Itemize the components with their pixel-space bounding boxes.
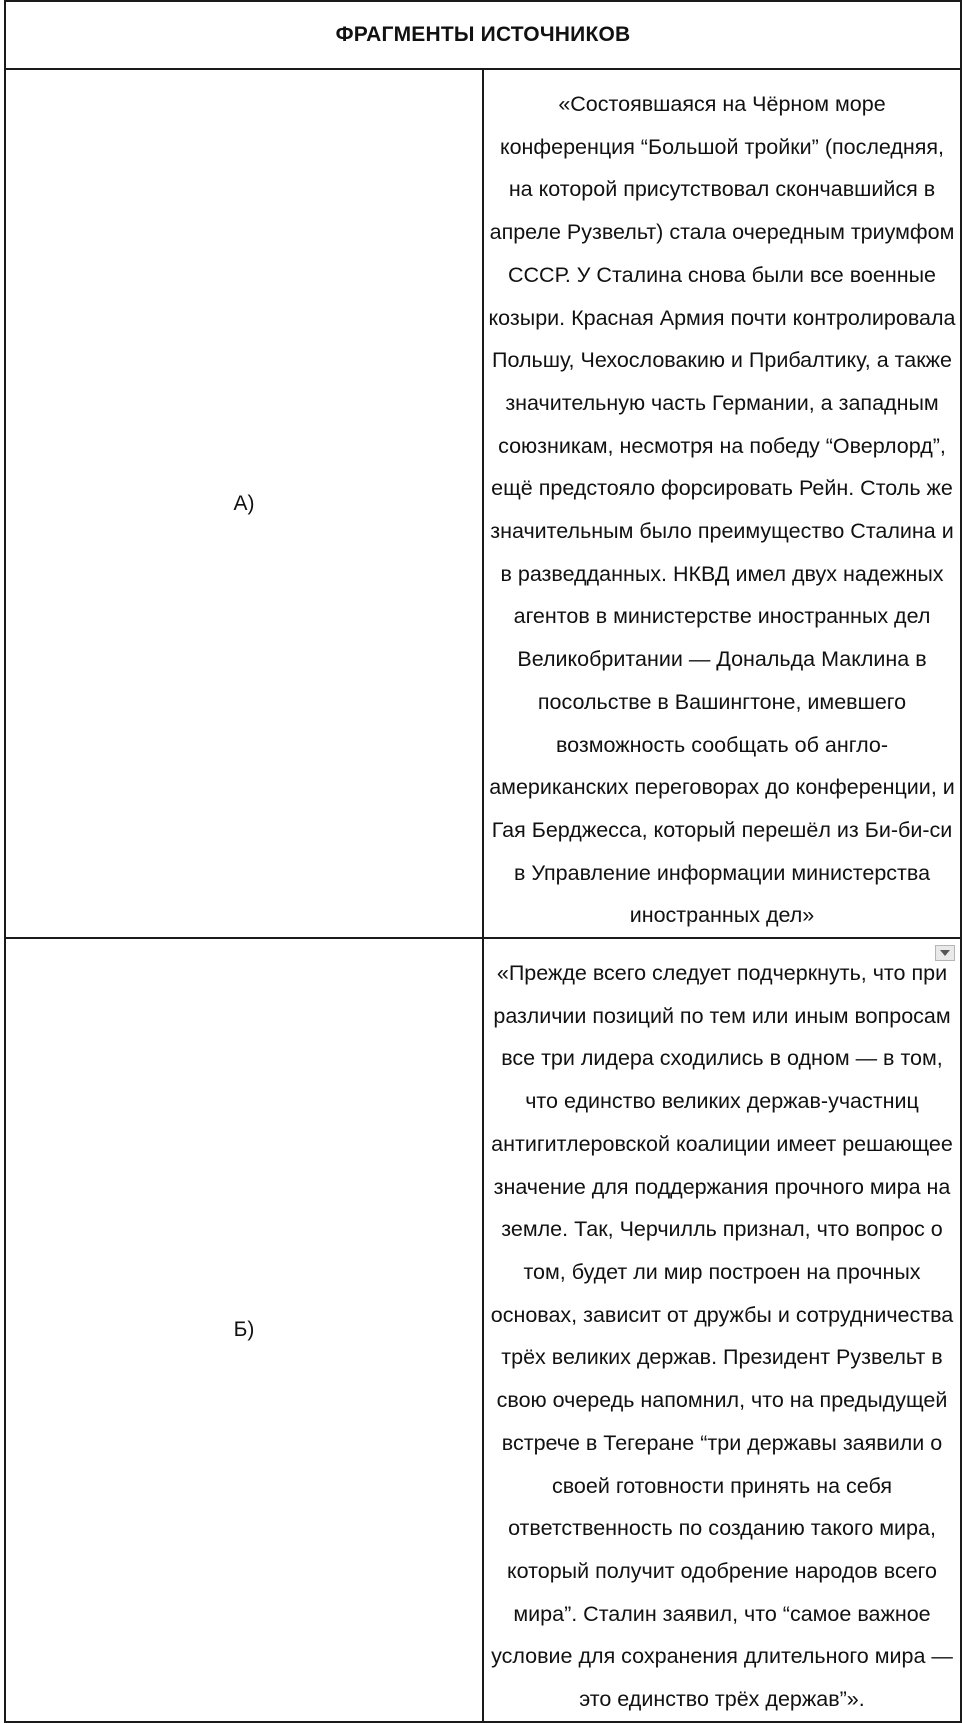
source-quote-a: «Состоявшаяся на Чёрном море конференция “Большой тройки” (последняя, на которой присутствовал скончавшийся в апреле Рузвельт) стала очередным триумфом СССР. У Сталина снова были все военные козыри. Красная Армия почти контролировала Польшу, Чехословакию и Прибалтику, а также значительную часть Германии, а западным союзникам, несмотря на победу “Оверлорд”, ещё предстояло форсировать Рейн. Столь же значительным было преимущество Сталина и в разведданных. НКВД имел двух надежных агентов в министерстве иностранных дел Великобритании — Дональда Маклина в посольстве в Вашингтоне, имевшего возможность сообщать об англо-американских переговорах до конференции, и Гая Берджесса, который перешёл из Би-би-си в Управление информации министерства иностранных дел» [488,92,956,928]
table-row [5,69,961,938]
source-text-cell-b[interactable] [483,938,961,1722]
row-label-a: А) [5,69,483,938]
dropdown-toggle-button[interactable] [935,945,955,961]
source-quote-b: «Прежде всего следует подчеркнуть, что при различии позиций по тем или иным вопросам все три лидера сходились в одном — в том, что единство великих держав-участниц антигитлеровской коалиции имеет решающее значение для поддержания прочного мира на земле. Так, Черчилль признал, что вопрос о том, будет ли мир построен на прочных основах, зависит от дружбы и сотрудничества трёх великих держав. Президент Рузвельт в свою очередь напомнил, что на предыдущей встрече в Тегеране “три державы заявили о своей готовности принять на себя ответственность по созданию такого мира, который получит одобрение народов всего мира”. Сталин заявил, что “самое важное условие для сохранения длительного мира — это единство трёх держав”». [490,961,954,1712]
row-label-b: Б) [5,938,483,1722]
table-row [5,938,961,1722]
sources-table [4,0,962,1723]
source-text-cell-a[interactable] [483,69,961,938]
table-header-row [5,1,961,69]
table-title: ФРАГМЕНТЫ ИСТОЧНИКОВ [5,1,961,69]
triangle-down-icon [940,950,950,956]
